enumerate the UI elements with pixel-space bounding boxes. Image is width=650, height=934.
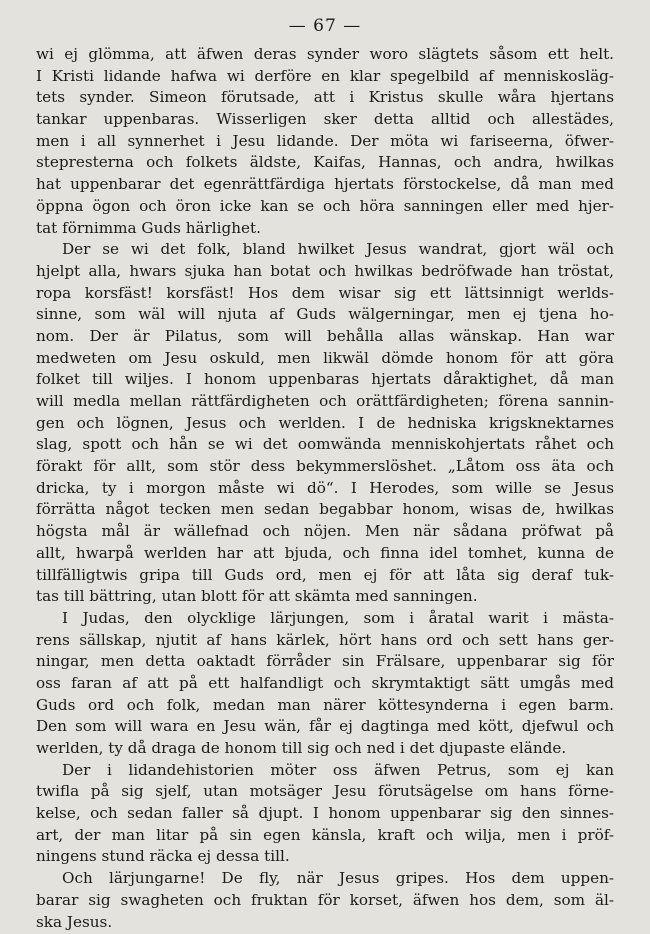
text-line: slag, spott och hån se wi det oomwända menniskohjertats råhet och (36, 435, 614, 454)
page-number: — 67 — (288, 16, 362, 36)
text-line: tets synder. Simeon förutsade, att i Kristus skulle wåra hjertans (36, 88, 614, 107)
text-line: högsta mål är wällefnad och nöjen. Men när sådana pröfwat på (36, 522, 614, 541)
text-line: twifla på sig sjelf, utan motsäger Jesu förutsägelse om hans förne- (36, 782, 614, 801)
text-line: tankar uppenbaras. Wisserligen sker detta alltid och allestädes, (36, 110, 614, 129)
text-line: wi ej glömma, att äfwen deras synder woro slägtets såsom ett helt. (36, 45, 614, 63)
text-line: I Kristi lidande hafwa wi derföre en klar spegelbild af menniskosläg- (36, 66, 614, 85)
text-line: oss faran af att på ett halfandligt och skrymtaktigt sätt umgås med (36, 673, 614, 692)
body-text (36, 44, 614, 933)
text-line: Och lärjungarne! De fly, när Jesus gripes. Hos dem uppen- (62, 869, 614, 888)
text-line: men i all synnerhet i Jesu lidande. Der möta wi fariseerna, öfwer- (36, 131, 614, 150)
text-line: I Judas, den olycklige lärjungen, som i åratal warit i mästa- (62, 608, 614, 627)
text-line: rens sällskap, njutit af hans kärlek, hört hans ord och sett hans ger- (36, 630, 614, 649)
text-line: nom. Der är Pilatus, som will behålla allas wänskap. Han war (36, 326, 614, 345)
text-line: öppna ögon och öron icke kan se och höra sanningen eller med hjer- (36, 196, 614, 215)
text-line: förakt för allt, som stör dess bekymmerslöshet. „Låtom oss äta och (36, 457, 614, 476)
text-line: Den som will wara en Jesu wän, får ej dagtinga med kött, djefwul och (36, 717, 614, 736)
text-line: ningar, men detta oaktadt förråder sin Frälsare, uppenbarar sig för (36, 652, 614, 671)
text-line: allt, hwarpå werlden har att bjuda, och finna idel tomhet, kunna de (36, 543, 614, 562)
text-line: hjelpt alla, hwars sjuka han botat och hwilkas bedröfwade han tröstat, (36, 261, 614, 280)
text-line: stepresterna och folkets äldste, Kaifas, Hannas, och andra, hwilkas (36, 153, 614, 172)
text-line: Der i lidandehistorien möter oss äfwen Petrus, som ej kan (62, 760, 614, 779)
text-line: tat förnimma Guds härlighet. (36, 218, 261, 237)
text-line: werlden, ty då draga de honom till sig och ned i det djupaste elände. (36, 739, 567, 757)
text-line: Guds ord och folk, medan man närer köttesynderna i egen barm. (36, 695, 614, 714)
text-line: medweten om Jesu oskuld, men likwäl dömde honom för att göra (36, 348, 614, 367)
text-line: ningens stund räcka ej dessa till. (36, 847, 290, 866)
text-line: will medla mellan rättfärdigheten och orättfärdigheten; förena sannin- (36, 392, 614, 410)
text-line: Der se wi det folk, bland hwilket Jesus wandrat, gjort wäl och (62, 240, 614, 259)
text-line: sinne, som wäl will njuta af Guds wälgerningar, men ej tjena ho- (36, 305, 614, 324)
text-line: tillfälligtwis gripa till Guds ord, men ej för att låta sig deraf tuk- (36, 565, 614, 584)
text-line: barar sig swagheten och fruktan för korset, äfwen hos dem, som äl- (36, 890, 614, 909)
text-line: folket till wiljes. I honom uppenbaras hjertats dåraktighet, då man (36, 370, 614, 389)
text-line: kelse, och sedan faller så djupt. I honom uppenbarar sig den sinnes- (36, 804, 614, 823)
text-line: art, der man litar på sin egen känsla, kraft och wilja, men i pröf- (36, 825, 614, 844)
text-line: ropa korsfäst! korsfäst! Hos dem wisar sig ett lättsinnigt werlds- (36, 283, 614, 302)
text-line: förrätta något tecken men sedan begabbar honom, wisas de, hwilkas (36, 500, 614, 519)
text-line: tas till bättring, utan blott för att skämta med sanningen. (36, 587, 478, 606)
text-line: ska Jesus. (36, 912, 113, 931)
text-line: gen och lögnen, Jesus och werlden. I de hedniska krigsknektarnes (36, 413, 614, 432)
text-line: dricka, ty i morgon måste wi dö“. I Herodes, som wille se Jesus (36, 478, 614, 497)
text-line: hat uppenbarar det egenrättfärdiga hjertats förstockelse, då man med (36, 175, 614, 194)
